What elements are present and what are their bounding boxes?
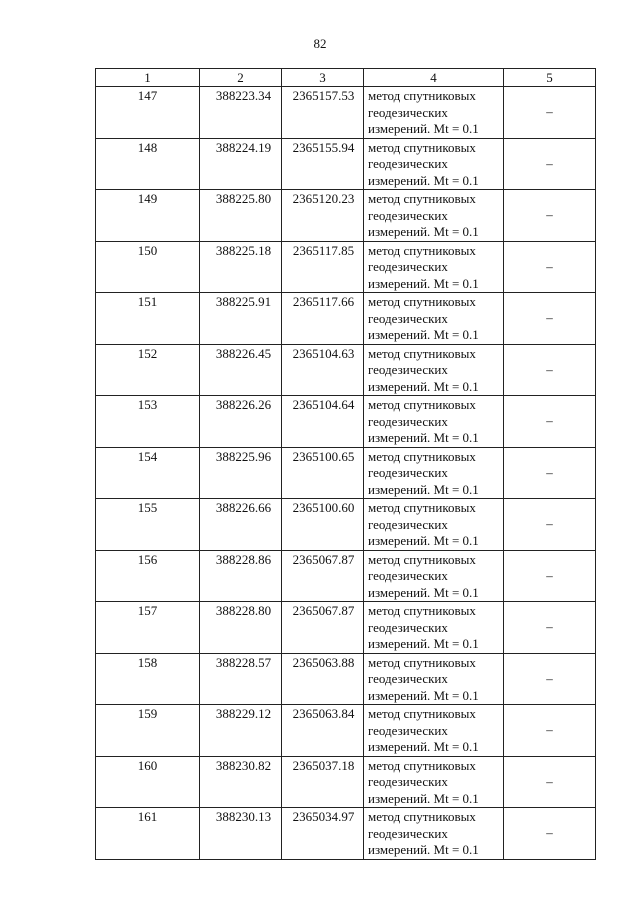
method-cell (364, 447, 504, 499)
coordinate-y: 2365034.97 (282, 808, 364, 860)
point-number: 157 (96, 602, 200, 654)
table-row (96, 602, 596, 654)
coordinate-x: 388228.57 (200, 653, 282, 705)
method-line-2: геодезических (368, 722, 448, 738)
coordinates-table (95, 68, 596, 860)
coordinate-y: 2365120.23 (282, 190, 364, 242)
table-row (96, 293, 596, 345)
point-number: 150 (96, 241, 200, 293)
point-number: 149 (96, 190, 200, 242)
method-cell (364, 808, 504, 860)
point-number: 147 (96, 87, 200, 139)
method-line-2: геодезических (368, 671, 448, 686)
method-line-1: метод спутниковых (368, 551, 476, 567)
table-row (96, 499, 596, 551)
column-header-4: 4 (364, 69, 504, 87)
table-row (96, 447, 596, 499)
note-cell: – (504, 447, 596, 499)
method-line-3: измерений. Mt = 0.1 (368, 430, 479, 445)
method-line-1: метод спутниковых (368, 603, 476, 618)
method-line-3: измерений. Mt = 0.1 (368, 327, 479, 342)
note-cell: – (504, 241, 596, 293)
method-line-2: геодезических (368, 825, 448, 841)
point-number: 156 (96, 550, 200, 602)
note-cell: – (504, 138, 596, 190)
method-line-3: измерений. Mt = 0.1 (368, 790, 479, 806)
coordinate-y: 2365157.53 (282, 87, 364, 139)
method-cell (364, 602, 504, 654)
method-line-2: геодезических (368, 156, 448, 171)
method-line-2: геодезических (368, 207, 448, 223)
method-cell (364, 705, 504, 757)
note-cell: – (504, 499, 596, 551)
coordinate-y: 2365063.88 (282, 653, 364, 705)
coordinate-x: 388225.80 (200, 190, 282, 242)
method-line-1: метод спутниковых (368, 757, 476, 773)
method-line-2: геодезических (368, 465, 448, 480)
coordinate-y: 2365117.66 (282, 293, 364, 345)
method-line-3: измерений. Mt = 0.1 (368, 584, 479, 600)
method-line-1: метод спутниковых (368, 88, 476, 103)
method-line-1: метод спутниковых (368, 706, 476, 721)
note-cell: – (504, 344, 596, 396)
table-header-row (96, 69, 596, 87)
method-line-3: измерений. Mt = 0.1 (368, 172, 479, 188)
coordinate-y: 2365104.63 (282, 344, 364, 396)
coordinate-x: 388230.82 (200, 756, 282, 808)
method-line-1: метод спутниковых (368, 294, 476, 309)
method-line-2: геодезических (368, 362, 448, 377)
method-cell (364, 293, 504, 345)
method-line-3: измерений. Mt = 0.1 (368, 275, 479, 291)
table-row (96, 396, 596, 448)
note-cell: – (504, 396, 596, 448)
method-line-2: геодезических (368, 104, 448, 120)
method-line-3: измерений. Mt = 0.1 (368, 687, 479, 703)
method-cell (364, 756, 504, 808)
note-cell: – (504, 756, 596, 808)
point-number: 148 (96, 138, 200, 190)
method-cell (364, 344, 504, 396)
table-row (96, 550, 596, 602)
column-header-5: 5 (504, 69, 596, 87)
point-number: 152 (96, 344, 200, 396)
column-header-1: 1 (96, 69, 200, 87)
method-cell (364, 499, 504, 551)
table-row (96, 653, 596, 705)
note-cell: – (504, 293, 596, 345)
method-line-1: метод спутниковых (368, 345, 476, 361)
point-number: 161 (96, 808, 200, 860)
note-cell: – (504, 550, 596, 602)
coordinate-y: 2365104.64 (282, 396, 364, 448)
point-number: 159 (96, 705, 200, 757)
method-line-2: геодезических (368, 568, 448, 583)
method-line-1: метод спутниковых (368, 809, 476, 824)
method-cell (364, 653, 504, 705)
note-cell: – (504, 190, 596, 242)
method-line-3: измерений. Mt = 0.1 (368, 842, 479, 857)
method-line-3: измерений. Mt = 0.1 (368, 224, 479, 239)
coordinate-y: 2365067.87 (282, 550, 364, 602)
method-cell (364, 396, 504, 448)
table-row (96, 190, 596, 242)
method-line-1: метод спутниковых (368, 139, 476, 155)
table-row (96, 138, 596, 190)
coordinate-x: 388228.86 (200, 550, 282, 602)
method-cell (364, 241, 504, 293)
note-cell: – (504, 653, 596, 705)
method-line-3: измерений. Mt = 0.1 (368, 636, 479, 651)
coordinate-x: 388228.80 (200, 602, 282, 654)
method-line-1: метод спутниковых (368, 500, 476, 515)
table-row (96, 808, 596, 860)
coordinate-x: 388230.13 (200, 808, 282, 860)
method-cell (364, 190, 504, 242)
method-cell (364, 87, 504, 139)
column-header-3: 3 (282, 69, 364, 87)
method-line-3: измерений. Mt = 0.1 (368, 533, 479, 548)
coordinate-y: 2365063.84 (282, 705, 364, 757)
method-line-2: геодезических (368, 413, 448, 429)
coordinate-y: 2365100.60 (282, 499, 364, 551)
method-line-3: измерений. Mt = 0.1 (368, 378, 479, 394)
table-body (96, 87, 596, 860)
method-line-1: метод спутниковых (368, 397, 476, 412)
coordinate-x: 388226.66 (200, 499, 282, 551)
method-line-1: метод спутниковых (368, 191, 476, 206)
point-number: 158 (96, 653, 200, 705)
coordinate-y: 2365037.18 (282, 756, 364, 808)
method-line-2: геодезических (368, 516, 448, 532)
coordinate-y: 2365117.85 (282, 241, 364, 293)
method-line-1: метод спутниковых (368, 654, 476, 670)
table-row (96, 756, 596, 808)
coordinate-x: 388229.12 (200, 705, 282, 757)
coordinate-x: 388225.96 (200, 447, 282, 499)
coordinate-x: 388223.34 (200, 87, 282, 139)
coordinate-y: 2365100.65 (282, 447, 364, 499)
method-line-2: геодезических (368, 619, 448, 635)
coordinate-x: 388226.26 (200, 396, 282, 448)
note-cell: – (504, 87, 596, 139)
method-line-2: геодезических (368, 310, 448, 326)
page-number: 82 (313, 36, 327, 51)
method-line-2: геодезических (368, 259, 448, 274)
column-header-2: 2 (200, 69, 282, 87)
point-number: 155 (96, 499, 200, 551)
coordinate-x: 388224.19 (200, 138, 282, 190)
method-line-3: измерений. Mt = 0.1 (368, 739, 479, 754)
table-row (96, 87, 596, 139)
coordinate-x: 388225.91 (200, 293, 282, 345)
method-cell (364, 550, 504, 602)
note-cell: – (504, 705, 596, 757)
point-number: 160 (96, 756, 200, 808)
method-line-1: метод спутниковых (368, 448, 476, 464)
coordinate-x: 388226.45 (200, 344, 282, 396)
method-line-3: измерений. Mt = 0.1 (368, 121, 479, 136)
coordinate-y: 2365067.87 (282, 602, 364, 654)
note-cell: – (504, 808, 596, 860)
point-number: 151 (96, 293, 200, 345)
point-number: 153 (96, 396, 200, 448)
table-row (96, 241, 596, 293)
coordinate-y: 2365155.94 (282, 138, 364, 190)
table-row (96, 344, 596, 396)
method-line-1: метод спутниковых (368, 242, 476, 258)
point-number: 154 (96, 447, 200, 499)
method-line-3: измерений. Mt = 0.1 (368, 481, 479, 497)
method-cell (364, 138, 504, 190)
method-line-2: геодезических (368, 774, 448, 789)
coordinate-x: 388225.18 (200, 241, 282, 293)
note-cell: – (504, 602, 596, 654)
table-row (96, 705, 596, 757)
